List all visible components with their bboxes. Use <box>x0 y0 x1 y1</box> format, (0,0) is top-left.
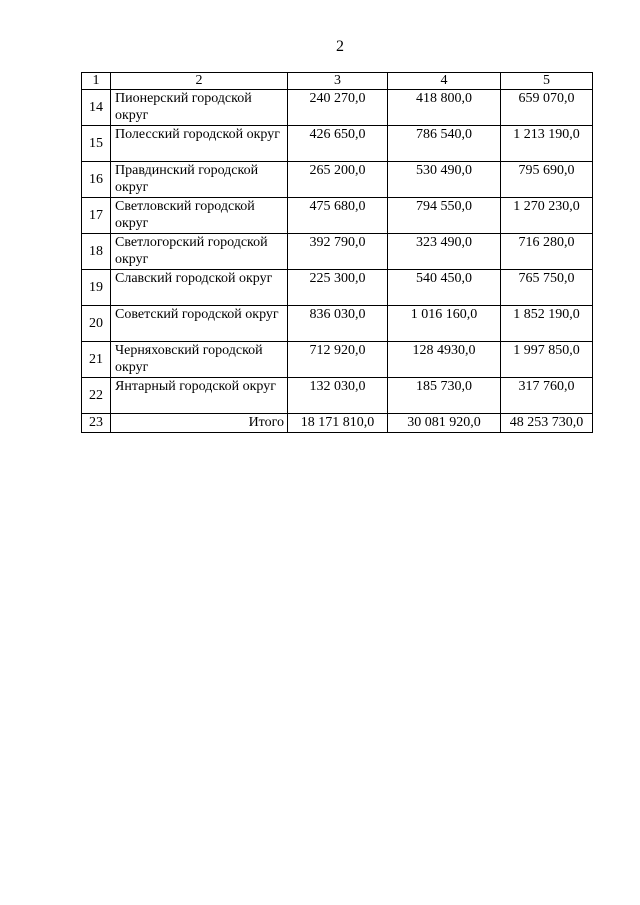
row-number: 23 <box>82 414 111 433</box>
total-col-4: 30 081 920,0 <box>388 414 501 433</box>
table-header-row <box>82 73 593 90</box>
page-number: 2 <box>336 38 344 55</box>
municipality-name: Черняховский городской округ <box>111 342 288 378</box>
table-row <box>82 126 593 162</box>
row-number: 19 <box>82 270 111 306</box>
municipality-name: Пионерский городской округ <box>111 90 288 126</box>
total-row <box>82 414 593 433</box>
total-col-5: 48 253 730,0 <box>501 414 593 433</box>
value-col-5: 1 852 190,0 <box>501 306 593 342</box>
value-col-3: 225 300,0 <box>288 270 388 306</box>
table-row <box>82 378 593 414</box>
value-col-4: 530 490,0 <box>388 162 501 198</box>
value-col-5: 1 997 850,0 <box>501 342 593 378</box>
municipality-name: Советский городской округ <box>111 306 288 342</box>
table-row <box>82 198 593 234</box>
header-cell-4: 4 <box>388 73 501 90</box>
value-col-5: 765 750,0 <box>501 270 593 306</box>
row-number: 21 <box>82 342 111 378</box>
value-col-3: 836 030,0 <box>288 306 388 342</box>
value-col-4: 786 540,0 <box>388 126 501 162</box>
value-col-4: 540 450,0 <box>388 270 501 306</box>
table-row <box>82 162 593 198</box>
value-col-5: 1 270 230,0 <box>501 198 593 234</box>
value-col-4: 794 550,0 <box>388 198 501 234</box>
value-col-5: 795 690,0 <box>501 162 593 198</box>
table-row <box>82 306 593 342</box>
value-col-3: 712 920,0 <box>288 342 388 378</box>
row-number: 20 <box>82 306 111 342</box>
value-col-4: 185 730,0 <box>388 378 501 414</box>
value-col-3: 392 790,0 <box>288 234 388 270</box>
value-col-5: 1 213 190,0 <box>501 126 593 162</box>
value-col-3: 240 270,0 <box>288 90 388 126</box>
table-row <box>82 270 593 306</box>
row-number: 18 <box>82 234 111 270</box>
row-number: 16 <box>82 162 111 198</box>
row-number: 14 <box>82 90 111 126</box>
header-cell-2: 2 <box>111 73 288 90</box>
value-col-3: 475 680,0 <box>288 198 388 234</box>
municipality-name: Полесский городской округ <box>111 126 288 162</box>
municipality-name: Светловский городской округ <box>111 198 288 234</box>
value-col-3: 132 030,0 <box>288 378 388 414</box>
row-number: 17 <box>82 198 111 234</box>
value-col-5: 317 760,0 <box>501 378 593 414</box>
value-col-3: 265 200,0 <box>288 162 388 198</box>
total-label: Итого <box>111 414 288 433</box>
value-col-3: 426 650,0 <box>288 126 388 162</box>
row-number: 22 <box>82 378 111 414</box>
municipality-name: Светлогорский городской округ <box>111 234 288 270</box>
value-col-5: 716 280,0 <box>501 234 593 270</box>
table-row <box>82 90 593 126</box>
header-cell-5: 5 <box>501 73 593 90</box>
total-col-3: 18 171 810,0 <box>288 414 388 433</box>
value-col-4: 418 800,0 <box>388 90 501 126</box>
header-cell-1: 1 <box>82 73 111 90</box>
budget-table <box>81 72 593 433</box>
value-col-5: 659 070,0 <box>501 90 593 126</box>
value-col-4: 1 016 160,0 <box>388 306 501 342</box>
table-row <box>82 234 593 270</box>
header-cell-3: 3 <box>288 73 388 90</box>
table-row <box>82 342 593 378</box>
value-col-4: 128 4930,0 <box>388 342 501 378</box>
row-number: 15 <box>82 126 111 162</box>
municipality-name: Правдинский городской округ <box>111 162 288 198</box>
municipality-name: Славский городской округ <box>111 270 288 306</box>
value-col-4: 323 490,0 <box>388 234 501 270</box>
municipality-name: Янтарный городской округ <box>111 378 288 414</box>
